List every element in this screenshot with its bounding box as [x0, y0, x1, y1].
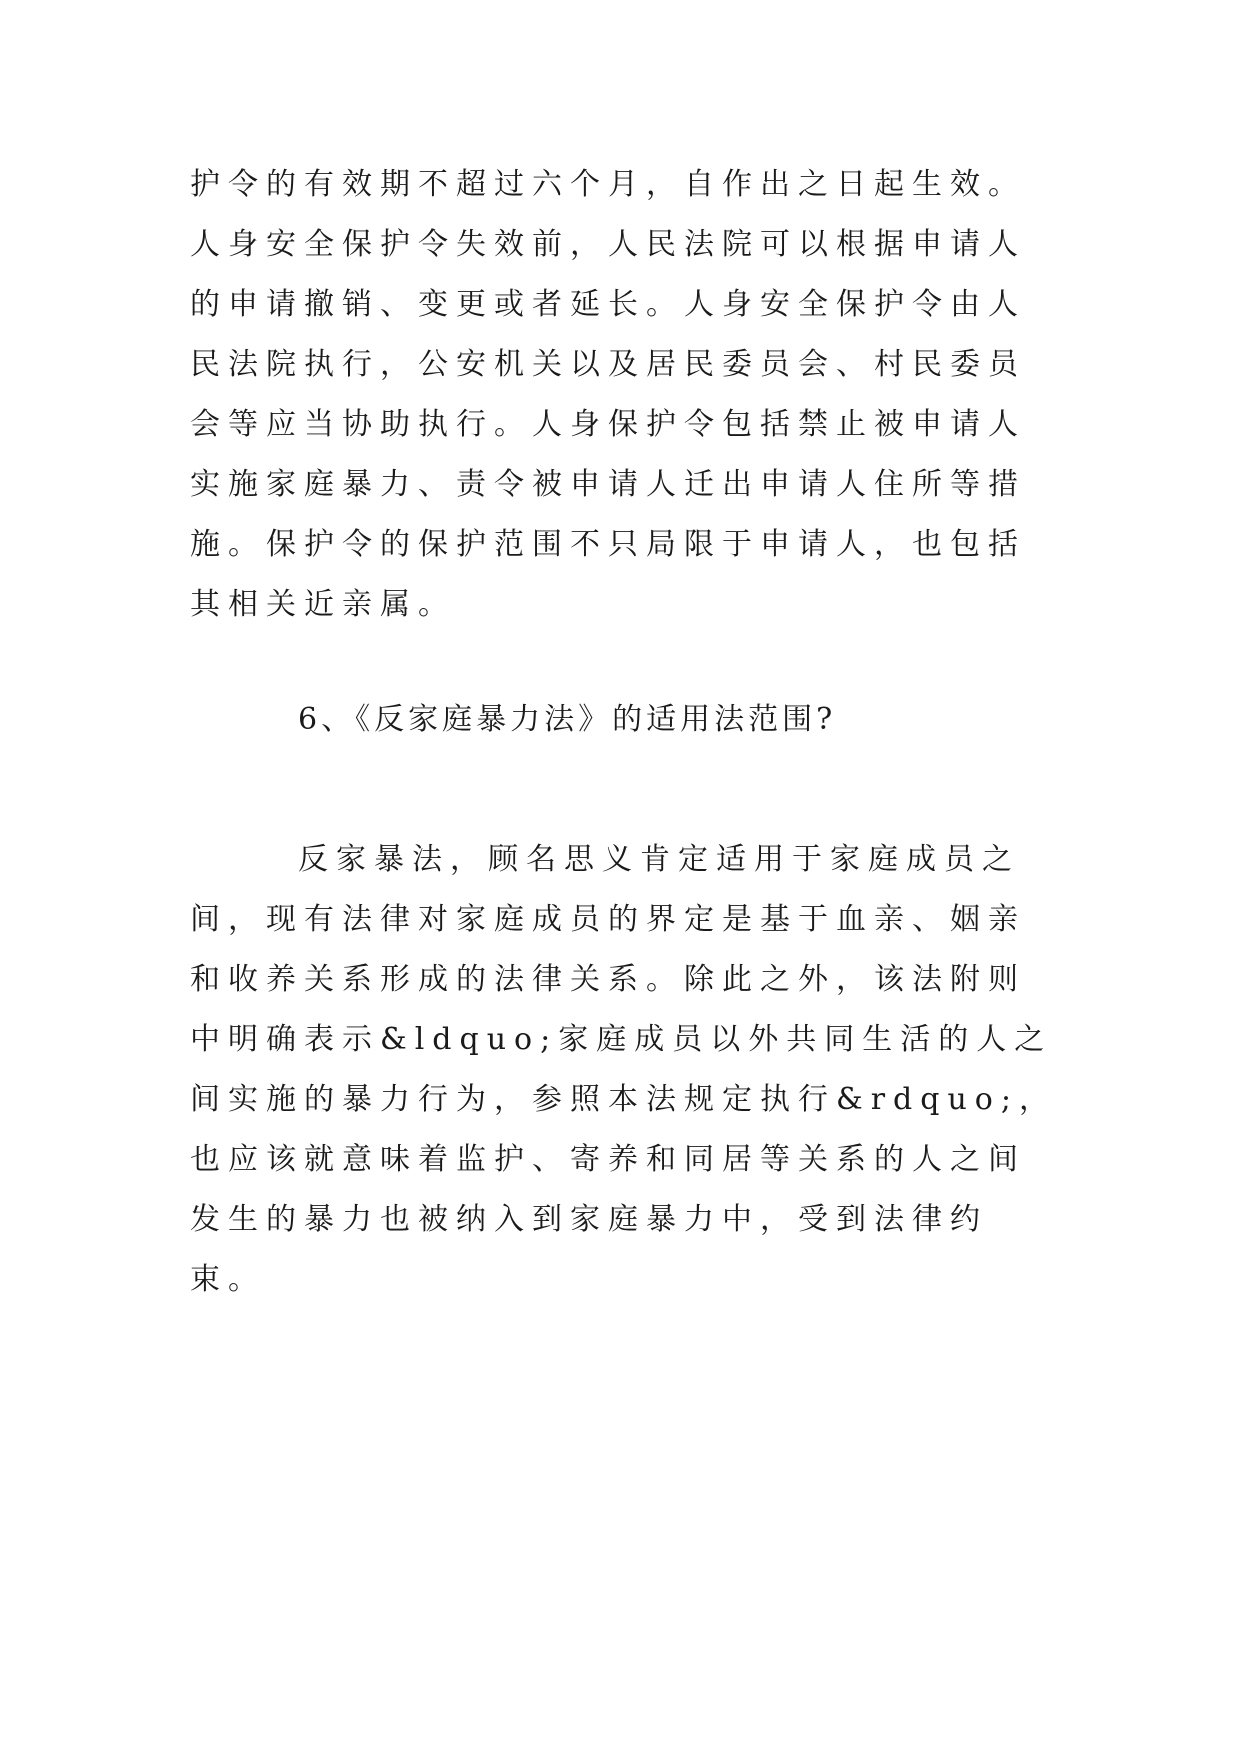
- section-heading-scope: 6、《反家庭暴力法》的适用法范围?: [298, 702, 837, 737]
- body-paragraph-scope: 反家暴法，顾名思义肯定适用于家庭成员之间，现有法律对家庭成员的界定是基于血亲、姻亲和收养关系形成的法律关系。除此之外，该法附则中明确表示&ldquo;家庭成员以外共同生活的人之间实施的暴力行为，参照本法规定执行&rdquo;，也应该就意味着监护、寄养和同居等关系的人之间发生的暴力也被纳入到家庭暴力中，受到法律约束。: [190, 842, 1057, 1297]
- body-paragraph-protection-order: 护令的有效期不超过六个月，自作出之日起生效。人身安全保护令失效前，人民法院可以根据申请人的申请撤销、变更或者延长。人身安全保护令由人民法院执行，公安机关以及居民委员会、村民委员会等应当协助执行。人身保护令包括禁止被申请人实施家庭暴力、责令被申请人迁出申请人住所等措施。保护令的保护范围不只局限于申请人，也包括其相关近亲属。: [190, 167, 1026, 622]
